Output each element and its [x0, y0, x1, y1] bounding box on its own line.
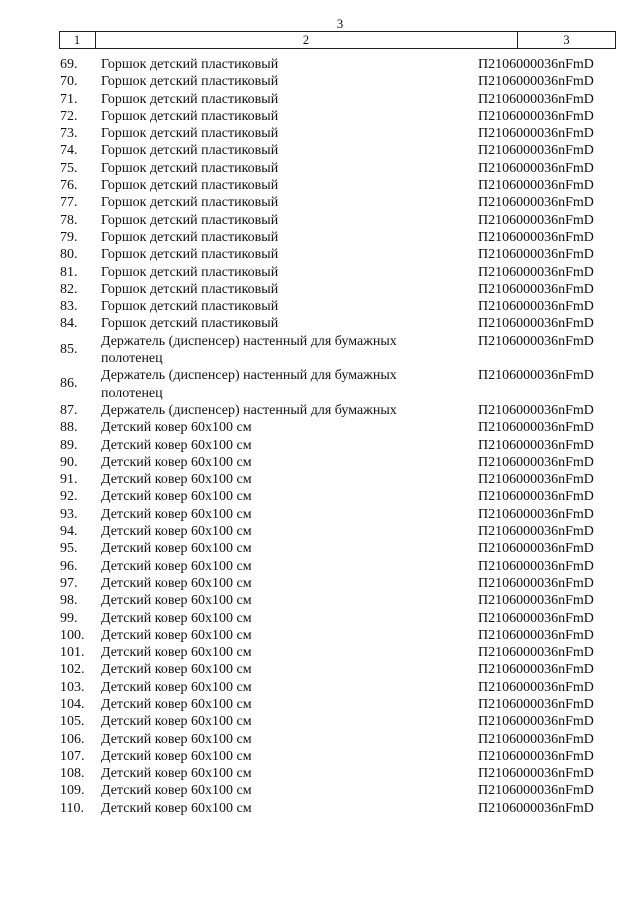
table-row	[0, 142, 640, 159]
row-item-code: П2106000036nFmD	[478, 333, 594, 349]
row-number: 104.	[60, 696, 85, 712]
row-number: 110.	[60, 800, 84, 816]
table-row	[0, 160, 640, 177]
row-item-name: Детский ковер 60х100 см	[101, 610, 252, 626]
row-item-name: Детский ковер 60х100 см	[101, 575, 252, 591]
table-row	[0, 419, 640, 436]
row-item-code: П2106000036nFmD	[478, 195, 594, 211]
row-item-name: Держатель (диспенсер) настенный для бумажных	[101, 402, 397, 418]
row-number: 84.	[60, 316, 78, 332]
row-number: 91.	[60, 472, 78, 488]
table-row	[0, 281, 640, 298]
row-item-name: Горшок детский пластиковый	[101, 229, 279, 245]
table-row	[0, 592, 640, 609]
row-item-name: Горшок детский пластиковый	[101, 247, 279, 263]
table-row	[0, 575, 640, 592]
table-row	[0, 73, 640, 90]
row-item-name: Детский ковер 60х100 см	[101, 696, 252, 712]
row-item-name: Детский ковер 60х100 см	[101, 627, 252, 643]
row-number: 109.	[60, 783, 85, 799]
row-item-code: П2106000036nFmD	[478, 748, 594, 764]
row-item-code: П2106000036nFmD	[478, 160, 594, 176]
row-number: 107.	[60, 748, 85, 764]
table-row	[0, 765, 640, 782]
row-item-code: П2106000036nFmD	[478, 437, 594, 453]
row-item-code: П2106000036nFmD	[478, 91, 594, 107]
table-row	[0, 454, 640, 471]
table-row	[0, 506, 640, 523]
row-item-code: П2106000036nFmD	[478, 541, 594, 557]
row-item-name: Горшок детский пластиковый	[101, 212, 279, 228]
row-number: 72.	[60, 108, 78, 124]
table-row	[0, 246, 640, 263]
row-item-code: П2106000036nFmD	[478, 108, 594, 124]
table-row	[0, 91, 640, 108]
table-row	[0, 661, 640, 678]
row-number: 70.	[60, 74, 78, 90]
row-number: 88.	[60, 420, 78, 436]
row-item-name: Держатель (диспенсер) настенный для бумажных полотенец	[101, 368, 397, 401]
row-item-code: П2106000036nFmD	[478, 57, 594, 72]
row-item-code: П2106000036nFmD	[478, 126, 594, 142]
row-item-code: П2106000036nFmD	[478, 627, 594, 643]
row-item-name: Детский ковер 60х100 см	[101, 472, 252, 488]
row-item-name: Детский ковер 60х100 см	[101, 558, 252, 574]
row-item-code: П2106000036nFmD	[478, 74, 594, 90]
row-item-name: Детский ковер 60х100 см	[101, 645, 252, 661]
row-number: 77.	[60, 195, 78, 211]
row-number: 85.	[60, 341, 78, 357]
row-item-code: П2106000036nFmD	[478, 229, 594, 245]
row-number: 69.	[60, 57, 78, 72]
header-col-1: 1	[73, 33, 81, 47]
row-item-code: П2106000036nFmD	[478, 472, 594, 488]
row-number: 73.	[60, 126, 78, 142]
table-row	[0, 800, 640, 817]
row-number: 92.	[60, 489, 78, 505]
row-number: 71.	[60, 91, 78, 107]
row-number: 97.	[60, 575, 78, 591]
row-item-name: Горшок детский пластиковый	[101, 57, 279, 72]
row-number: 93.	[60, 506, 78, 522]
row-item-code: П2106000036nFmD	[478, 489, 594, 505]
table-row	[0, 558, 640, 575]
row-number: 102.	[60, 662, 85, 678]
row-item-code: П2106000036nFmD	[478, 143, 594, 159]
row-item-code: П2106000036nFmD	[478, 281, 594, 297]
row-item-name: Детский ковер 60х100 см	[101, 800, 252, 816]
table-row	[0, 402, 640, 419]
row-number: 98.	[60, 593, 78, 609]
table-row	[0, 108, 640, 125]
row-item-name: Детский ковер 60х100 см	[101, 766, 252, 782]
row-item-name: Держатель (диспенсер) настенный для бумажных полотенец	[101, 333, 397, 367]
table-row	[0, 229, 640, 246]
page-number: 3	[336, 16, 344, 31]
row-item-name: Горшок детский пластиковый	[101, 299, 279, 315]
row-number: 76.	[60, 178, 78, 194]
table-row	[0, 471, 640, 488]
table-row	[0, 125, 640, 142]
row-item-code: П2106000036nFmD	[478, 645, 594, 661]
table-row	[0, 644, 640, 661]
table-row	[0, 264, 640, 281]
row-number: 94.	[60, 524, 78, 540]
row-item-code: П2106000036nFmD	[478, 212, 594, 228]
table-row	[0, 194, 640, 211]
row-item-code: П2106000036nFmD	[478, 368, 594, 384]
row-number: 89.	[60, 437, 78, 453]
row-item-name: Детский ковер 60х100 см	[101, 783, 252, 799]
row-item-name: Детский ковер 60х100 см	[101, 593, 252, 609]
row-item-code: П2106000036nFmD	[478, 247, 594, 263]
row-item-name: Детский ковер 60х100 см	[101, 437, 252, 453]
row-item-code: П2106000036nFmD	[478, 662, 594, 678]
row-item-name: Горшок детский пластиковый	[101, 126, 279, 142]
row-item-name: Горшок детский пластиковый	[101, 143, 279, 159]
table-row	[0, 212, 640, 229]
table-row	[0, 488, 640, 505]
row-item-code: П2106000036nFmD	[478, 420, 594, 436]
table-row	[0, 298, 640, 315]
row-item-name: Детский ковер 60х100 см	[101, 489, 252, 505]
row-item-code: П2106000036nFmD	[478, 264, 594, 280]
row-item-code: П2106000036nFmD	[478, 610, 594, 626]
table-row	[0, 782, 640, 799]
table-row	[0, 367, 640, 402]
row-number: 103.	[60, 679, 85, 695]
row-item-name: Детский ковер 60х100 см	[101, 714, 252, 730]
row-item-name: Детский ковер 60х100 см	[101, 748, 252, 764]
row-item-code: П2106000036nFmD	[478, 731, 594, 747]
row-number: 80.	[60, 247, 78, 263]
row-number: 108.	[60, 766, 85, 782]
row-number: 82.	[60, 281, 78, 297]
row-number: 87.	[60, 402, 78, 418]
row-item-name: Горшок детский пластиковый	[101, 91, 279, 107]
row-item-code: П2106000036nFmD	[478, 696, 594, 712]
table-row	[0, 315, 640, 332]
row-item-name: Горшок детский пластиковый	[101, 264, 279, 280]
row-number: 79.	[60, 229, 78, 245]
row-item-name: Детский ковер 60х100 см	[101, 420, 252, 436]
row-item-name: Горшок детский пластиковый	[101, 316, 279, 332]
row-item-name: Горшок детский пластиковый	[101, 281, 279, 297]
row-number: 95.	[60, 541, 78, 557]
row-number: 96.	[60, 558, 78, 574]
row-item-code: П2106000036nFmD	[478, 679, 594, 695]
row-item-name: Горшок детский пластиковый	[101, 74, 279, 90]
row-number: 74.	[60, 143, 78, 159]
table-row	[0, 56, 640, 73]
row-number: 106.	[60, 731, 85, 747]
table-row	[0, 177, 640, 194]
row-item-code: П2106000036nFmD	[478, 178, 594, 194]
row-item-name: Детский ковер 60х100 см	[101, 541, 252, 557]
row-item-name: Горшок детский пластиковый	[101, 108, 279, 124]
row-item-code: П2106000036nFmD	[478, 524, 594, 540]
row-number: 99.	[60, 610, 78, 626]
row-item-code: П2106000036nFmD	[478, 454, 594, 470]
row-number: 83.	[60, 299, 78, 315]
row-item-code: П2106000036nFmD	[478, 593, 594, 609]
row-item-code: П2106000036nFmD	[478, 766, 594, 782]
table-row	[0, 627, 640, 644]
row-item-name: Горшок детский пластиковый	[101, 195, 279, 211]
row-item-name: Детский ковер 60х100 см	[101, 524, 252, 540]
table-row	[0, 437, 640, 454]
table-row	[0, 540, 640, 557]
row-item-name: Горшок детский пластиковый	[101, 160, 279, 176]
row-item-code: П2106000036nFmD	[478, 783, 594, 799]
row-number: 78.	[60, 212, 78, 228]
row-item-code: П2106000036nFmD	[478, 800, 594, 816]
row-number: 101.	[60, 645, 85, 661]
table-row	[0, 679, 640, 696]
row-item-name: Детский ковер 60х100 см	[101, 662, 252, 678]
row-item-code: П2106000036nFmD	[478, 506, 594, 522]
row-item-code: П2106000036nFmD	[478, 714, 594, 730]
row-item-code: П2106000036nFmD	[478, 299, 594, 315]
table-header	[59, 31, 616, 49]
row-item-name: Детский ковер 60х100 см	[101, 731, 252, 747]
table-row	[0, 713, 640, 730]
row-item-name: Горшок детский пластиковый	[101, 178, 279, 194]
row-number: 100.	[60, 627, 85, 643]
row-number: 81.	[60, 264, 78, 280]
header-divider	[615, 31, 616, 49]
row-number: 86.	[60, 376, 78, 392]
table-row	[0, 748, 640, 765]
header-col-2: 2	[302, 33, 310, 47]
row-item-name: Детский ковер 60х100 см	[101, 506, 252, 522]
header-col-3: 3	[563, 33, 570, 47]
row-item-code: П2106000036nFmD	[478, 402, 594, 418]
row-number: 105.	[60, 714, 85, 730]
row-number: 90.	[60, 454, 78, 470]
row-item-name: Детский ковер 60х100 см	[101, 454, 252, 470]
table-row	[0, 731, 640, 748]
table-row	[0, 610, 640, 627]
table-row	[0, 696, 640, 713]
table-body	[0, 56, 640, 817]
row-item-name: Детский ковер 60х100 см	[101, 679, 252, 695]
table-row	[0, 523, 640, 540]
row-item-code: П2106000036nFmD	[478, 316, 594, 332]
row-number: 75.	[60, 160, 78, 176]
row-item-code: П2106000036nFmD	[478, 575, 594, 591]
table-row	[0, 333, 640, 368]
row-item-code: П2106000036nFmD	[478, 558, 594, 574]
